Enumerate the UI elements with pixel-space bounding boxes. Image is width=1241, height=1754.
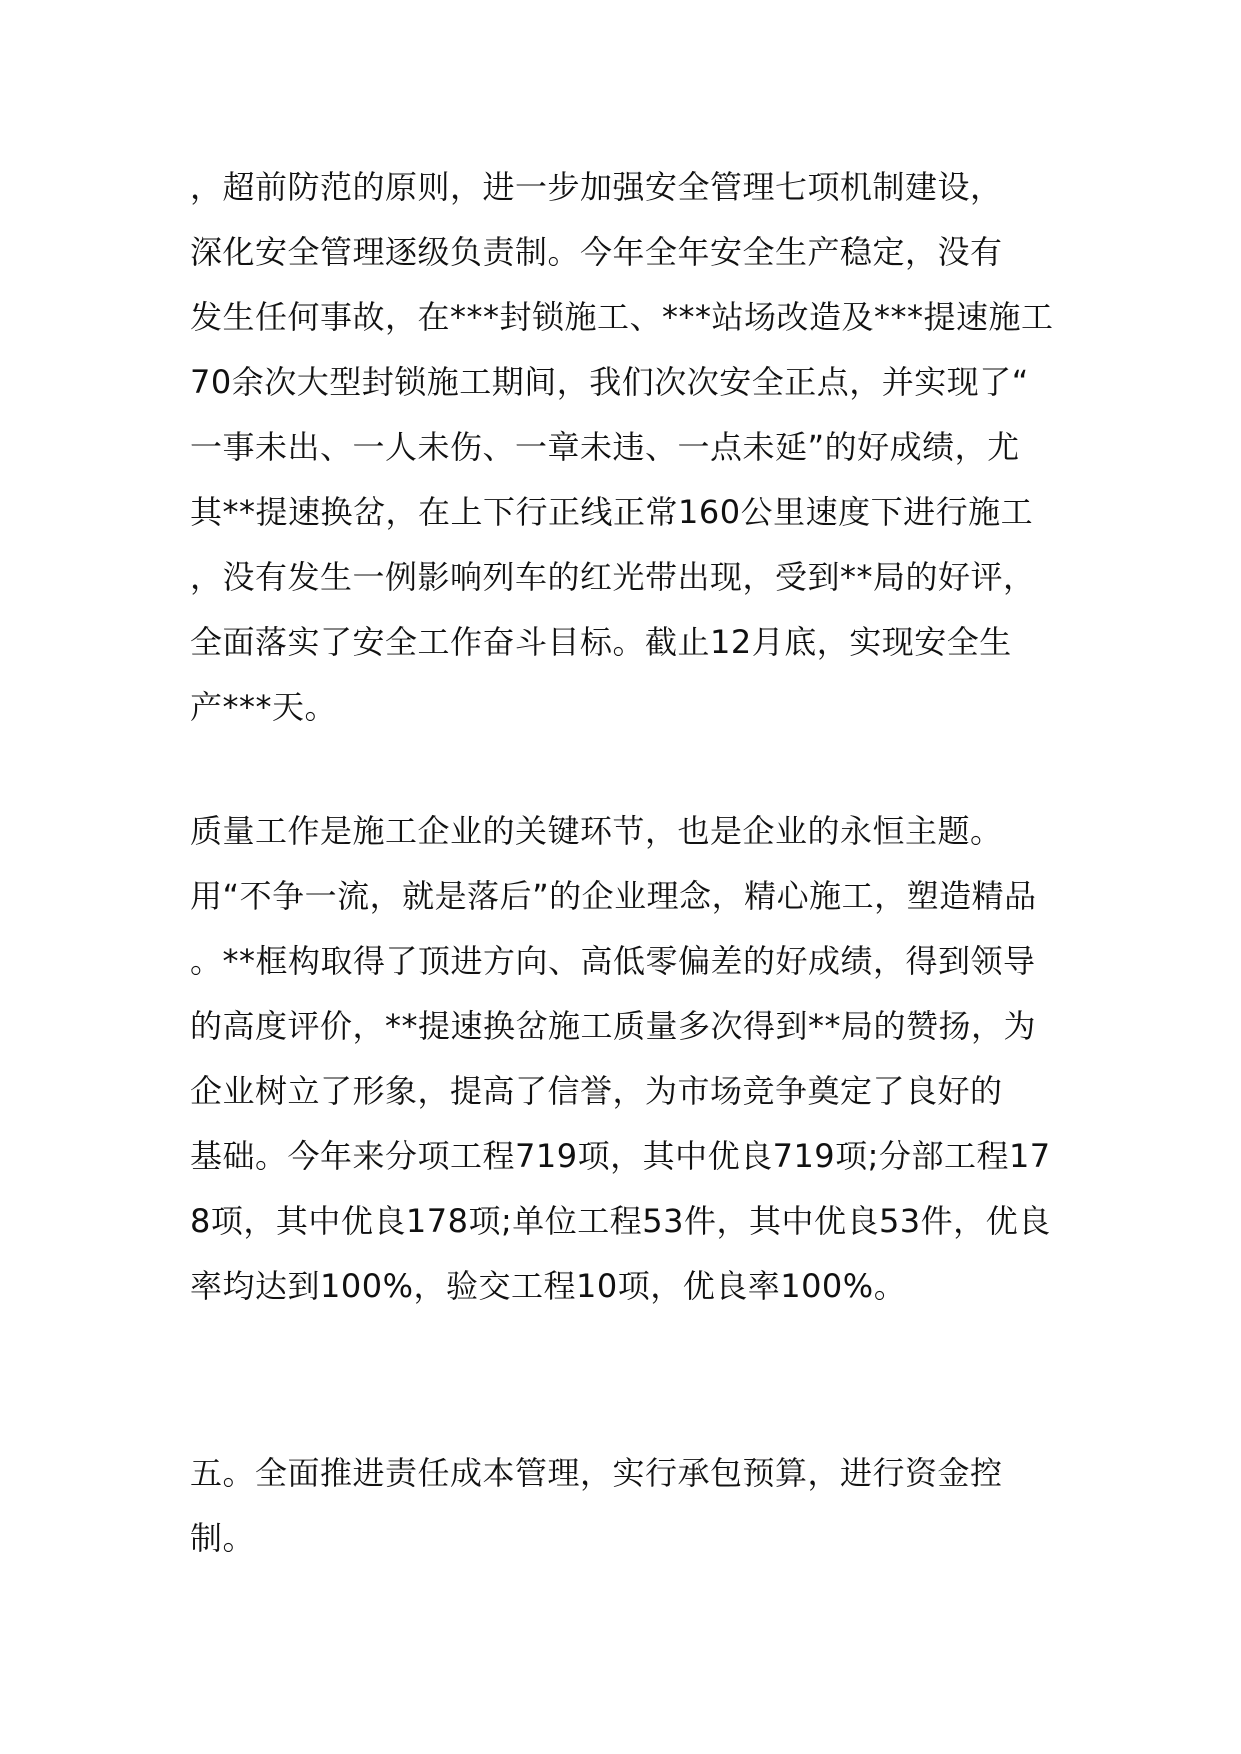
text-line: 8项，其中优良178项;单位工程53件，其中优良53件，优良	[190, 1202, 1051, 1240]
paragraph-safety	[190, 155, 1070, 740]
text-line: ，没有发生一例影响列车的红光带出现，受到**局的好评，	[190, 558, 1036, 596]
text-line: 70余次大型封锁施工期间，我们次次安全正点，并实现了“	[190, 363, 1029, 401]
text-line: 企业树立了形象，提高了信誉，为市场竞争奠定了良好的	[190, 1072, 1003, 1110]
text-line: 发生任何事故，在***封锁施工、***站场改造及***提速施工	[190, 298, 1054, 336]
text-line: 质量工作是施工企业的关键环节，也是企业的永恒主题。	[190, 812, 1003, 850]
text-line: 的高度评价，**提速换岔施工质量多次得到**局的赞扬，为	[190, 1007, 1037, 1045]
text-line: 其**提速换岔，在上下行正线正常160公里速度下进行施工	[190, 493, 1034, 531]
text-line: 。**框构取得了顶进方向、高低零偏差的好成绩，得到领导	[190, 942, 1036, 980]
text-line: 全面落实了安全工作奋斗目标。截止12月底，实现安全生	[190, 623, 1012, 661]
text-line: 产***天。	[190, 688, 338, 726]
text-line: 深化安全管理逐级负责制。今年全年安全生产稳定，没有	[190, 233, 1003, 271]
text-line: 基础。今年来分项工程719项，其中优良719项;分部工程17	[190, 1137, 1051, 1175]
text-line: 一事未出、一人未伤、一章未违、一点未延”的好成绩，尤	[190, 428, 1020, 466]
text-line: 五。全面推进责任成本管理，实行承包预算，进行资金控	[190, 1454, 1003, 1492]
text-line: 用“不争一流，就是落后”的企业理念，精心施工，塑造精品	[190, 877, 1037, 915]
text-line: 制。	[190, 1519, 256, 1557]
paragraph-quality	[190, 799, 1070, 1319]
text-line: ，超前防范的原则，进一步加强安全管理七项机制建设，	[190, 168, 1003, 206]
text-line: 率均达到100%，验交工程10项，优良率100%。	[190, 1267, 907, 1305]
paragraph-section-five	[190, 1441, 1070, 1571]
